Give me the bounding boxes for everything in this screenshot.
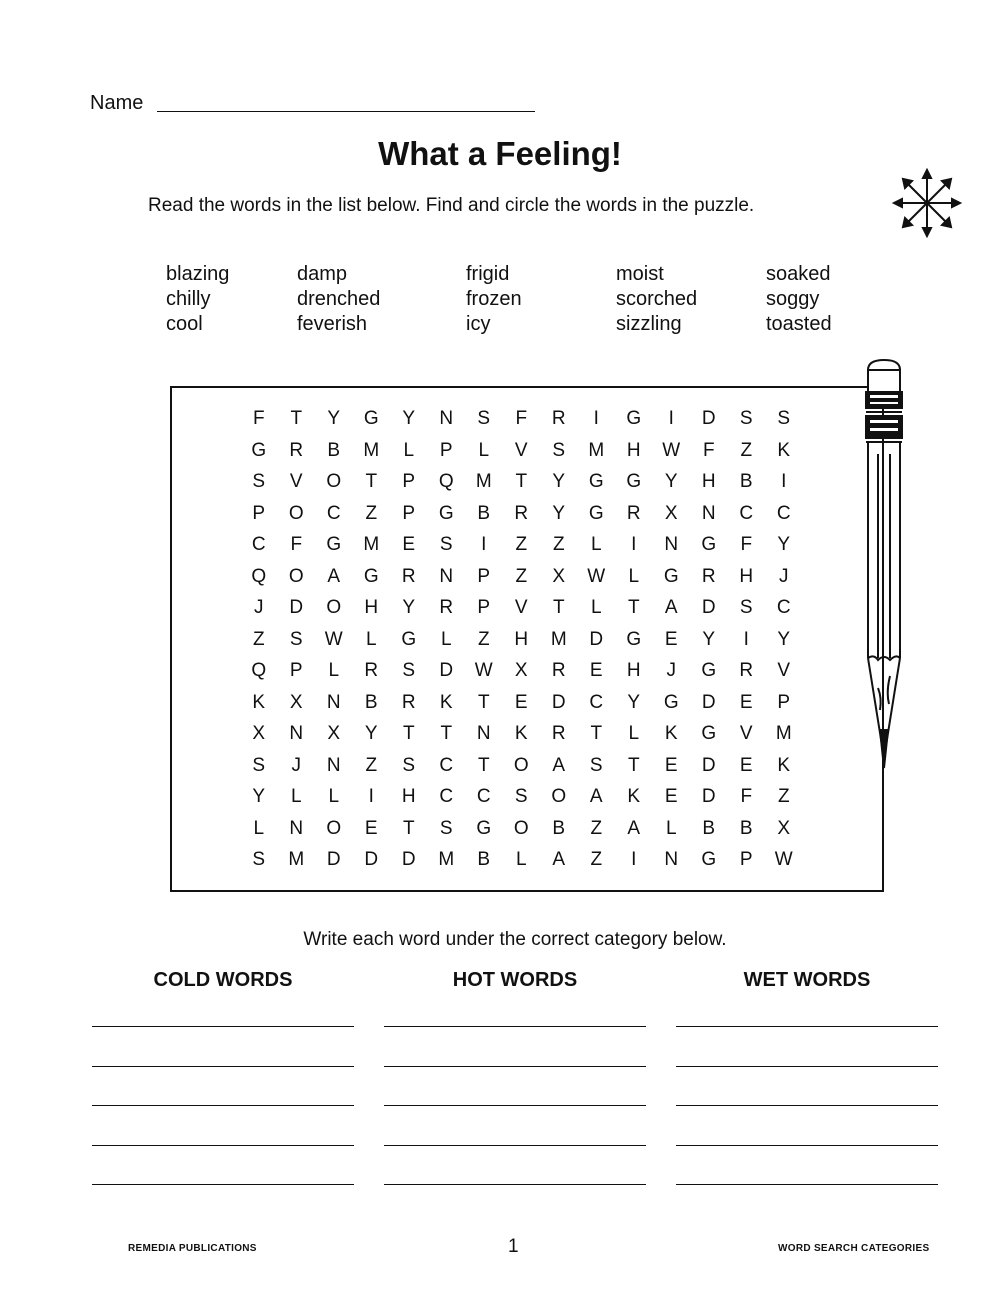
- puzzle-letter[interactable]: W: [474, 660, 493, 681]
- puzzle-row: [240, 435, 803, 467]
- puzzle-letter[interactable]: G: [588, 502, 604, 524]
- puzzle-row: [240, 781, 803, 813]
- puzzle-letter[interactable]: X: [252, 723, 266, 744]
- answer-line[interactable]: [384, 1026, 646, 1027]
- puzzle-letter[interactable]: E: [739, 691, 753, 713]
- puzzle-letter[interactable]: R: [551, 408, 566, 429]
- puzzle-letter[interactable]: O: [551, 786, 567, 807]
- puzzle-letter[interactable]: T: [290, 408, 303, 429]
- answer-line[interactable]: [92, 1184, 354, 1185]
- puzzle-letter[interactable]: G: [626, 471, 642, 492]
- puzzle-letter[interactable]: L: [590, 597, 602, 618]
- puzzle-letter[interactable]: R: [626, 502, 641, 524]
- puzzle-letter[interactable]: H: [626, 660, 641, 681]
- puzzle-letter[interactable]: Y: [402, 408, 416, 429]
- puzzle-letter[interactable]: B: [327, 439, 341, 461]
- puzzle-letter[interactable]: A: [589, 786, 603, 807]
- puzzle-letter[interactable]: K: [514, 723, 528, 744]
- puzzle-letter[interactable]: M: [363, 534, 380, 555]
- word-item: drenched: [297, 288, 381, 310]
- puzzle-letter[interactable]: S: [777, 408, 791, 429]
- puzzle-letter[interactable]: S: [552, 439, 566, 461]
- puzzle-letter[interactable]: S: [402, 754, 416, 776]
- puzzle-row: [240, 561, 803, 593]
- word-item: icy: [466, 313, 491, 335]
- puzzle-letter[interactable]: I: [631, 534, 637, 555]
- puzzle-grid: [240, 403, 803, 876]
- puzzle-letter[interactable]: J: [254, 597, 264, 618]
- puzzle-letter[interactable]: O: [513, 817, 529, 839]
- puzzle-letter[interactable]: G: [626, 628, 642, 650]
- word-list-column-1: [166, 262, 229, 337]
- puzzle-letter[interactable]: N: [439, 408, 454, 429]
- puzzle-letter[interactable]: N: [664, 849, 679, 870]
- puzzle-letter[interactable]: Y: [402, 597, 416, 618]
- puzzle-row: [240, 498, 803, 530]
- puzzle-letter[interactable]: L: [328, 786, 340, 807]
- puzzle-letter[interactable]: G: [251, 439, 267, 461]
- answer-line[interactable]: [92, 1105, 354, 1106]
- puzzle-letter[interactable]: T: [365, 471, 378, 492]
- puzzle-letter[interactable]: G: [663, 691, 679, 713]
- puzzle-letter[interactable]: N: [664, 534, 679, 555]
- puzzle-letter[interactable]: D: [589, 628, 604, 650]
- answer-line[interactable]: [676, 1105, 938, 1106]
- puzzle-row: [240, 624, 803, 656]
- puzzle-letter[interactable]: Z: [740, 439, 753, 461]
- puzzle-letter[interactable]: T: [440, 723, 453, 744]
- puzzle-letter[interactable]: W: [587, 565, 606, 587]
- puzzle-letter[interactable]: X: [289, 691, 303, 713]
- puzzle-letter[interactable]: R: [401, 691, 416, 713]
- puzzle-letter[interactable]: F: [702, 439, 715, 461]
- puzzle-letter[interactable]: O: [326, 817, 342, 839]
- puzzle-letter[interactable]: L: [478, 439, 490, 461]
- puzzle-letter[interactable]: S: [514, 786, 528, 807]
- puzzle-letter[interactable]: Z: [365, 502, 378, 524]
- puzzle-letter[interactable]: H: [514, 628, 529, 650]
- category-title: HOT WORDS: [452, 969, 578, 991]
- puzzle-letter[interactable]: Y: [702, 628, 716, 650]
- puzzle-letter[interactable]: Z: [590, 817, 603, 839]
- puzzle-letter[interactable]: I: [781, 471, 787, 492]
- puzzle-letter[interactable]: G: [626, 408, 642, 429]
- puzzle-letter[interactable]: H: [364, 597, 379, 618]
- puzzle-letter[interactable]: T: [515, 471, 528, 492]
- puzzle-letter[interactable]: R: [289, 439, 304, 461]
- answer-line[interactable]: [92, 1026, 354, 1027]
- puzzle-letter[interactable]: Z: [515, 565, 528, 587]
- puzzle-letter[interactable]: S: [252, 849, 266, 870]
- puzzle-letter[interactable]: E: [739, 754, 753, 776]
- puzzle-letter[interactable]: C: [476, 786, 491, 807]
- category-title: WET WORDS: [743, 969, 871, 991]
- puzzle-letter[interactable]: K: [777, 754, 791, 776]
- puzzle-letter[interactable]: Y: [552, 471, 566, 492]
- puzzle-letter[interactable]: W: [324, 628, 343, 650]
- puzzle-letter[interactable]: N: [289, 817, 304, 839]
- puzzle-letter[interactable]: C: [776, 502, 791, 524]
- category-wet: [676, 968, 938, 1224]
- category-cold: [92, 968, 354, 1224]
- puzzle-letter[interactable]: Y: [552, 502, 566, 524]
- word-list-column-3: [466, 262, 522, 337]
- puzzle-letter[interactable]: W: [662, 439, 681, 461]
- puzzle-letter[interactable]: C: [439, 786, 454, 807]
- puzzle-letter[interactable]: Y: [364, 723, 378, 744]
- puzzle-letter[interactable]: Y: [327, 408, 341, 429]
- puzzle-letter[interactable]: H: [701, 471, 716, 492]
- puzzle-letter[interactable]: M: [475, 471, 492, 492]
- puzzle-letter[interactable]: F: [515, 408, 528, 429]
- puzzle-letter[interactable]: L: [290, 786, 302, 807]
- puzzle-letter[interactable]: T: [627, 754, 640, 776]
- puzzle-row: [240, 750, 803, 782]
- word-item: damp: [297, 263, 348, 285]
- word-item: feverish: [297, 313, 368, 335]
- puzzle-letter[interactable]: F: [740, 534, 753, 555]
- puzzle-letter[interactable]: S: [477, 408, 491, 429]
- answer-line[interactable]: [384, 1145, 646, 1146]
- puzzle-letter[interactable]: Q: [438, 471, 454, 492]
- puzzle-letter[interactable]: J: [779, 565, 789, 587]
- puzzle-letter[interactable]: J: [666, 660, 676, 681]
- puzzle-letter[interactable]: N: [701, 502, 716, 524]
- word-item: toasted: [766, 313, 832, 335]
- puzzle-row: [240, 529, 803, 561]
- puzzle-letter[interactable]: P: [289, 660, 303, 681]
- puzzle-letter[interactable]: T: [477, 691, 490, 713]
- puzzle-letter[interactable]: R: [364, 660, 379, 681]
- puzzle-letter[interactable]: N: [476, 723, 491, 744]
- puzzle-letter[interactable]: P: [439, 439, 453, 461]
- puzzle-row: [240, 687, 803, 719]
- puzzle-letter[interactable]: L: [515, 849, 527, 870]
- puzzle-row: [240, 844, 803, 876]
- puzzle-letter[interactable]: D: [401, 849, 416, 870]
- puzzle-letter[interactable]: G: [476, 817, 492, 839]
- answer-line[interactable]: [676, 1184, 938, 1185]
- puzzle-letter[interactable]: C: [251, 534, 266, 555]
- puzzle-letter[interactable]: P: [402, 502, 416, 524]
- puzzle-letter[interactable]: I: [743, 628, 749, 650]
- puzzle-letter[interactable]: E: [664, 754, 678, 776]
- puzzle-letter[interactable]: S: [402, 660, 416, 681]
- puzzle-letter[interactable]: B: [739, 817, 753, 839]
- puzzle-letter[interactable]: Y: [252, 786, 266, 807]
- puzzle-letter[interactable]: L: [403, 439, 415, 461]
- puzzle-letter[interactable]: Z: [515, 534, 528, 555]
- publisher-footer: REMEDIA PUBLICATIONS: [128, 1243, 257, 1254]
- puzzle-letter[interactable]: T: [402, 723, 415, 744]
- puzzle-letter[interactable]: Z: [777, 786, 790, 807]
- compass-arrows-icon: [892, 168, 962, 238]
- word-item: frozen: [466, 288, 522, 310]
- puzzle-letter[interactable]: E: [664, 786, 678, 807]
- puzzle-letter[interactable]: T: [552, 597, 565, 618]
- puzzle-letter[interactable]: M: [775, 723, 792, 744]
- puzzle-letter[interactable]: T: [590, 723, 603, 744]
- puzzle-letter[interactable]: P: [252, 502, 266, 524]
- puzzle-letter[interactable]: O: [326, 597, 342, 618]
- puzzle-letter[interactable]: Q: [251, 565, 267, 587]
- puzzle-letter[interactable]: P: [477, 565, 491, 587]
- puzzle-letter[interactable]: L: [365, 628, 377, 650]
- puzzle-letter[interactable]: R: [701, 565, 716, 587]
- series-footer: WORD SEARCH CATEGORIES: [778, 1243, 930, 1254]
- puzzle-letter[interactable]: G: [701, 660, 717, 681]
- puzzle-letter[interactable]: L: [665, 817, 677, 839]
- puzzle-letter[interactable]: C: [439, 754, 454, 776]
- name-row: [90, 92, 535, 114]
- puzzle-letter[interactable]: P: [739, 849, 753, 870]
- puzzle-letter[interactable]: F: [740, 786, 753, 807]
- answer-line[interactable]: [92, 1066, 354, 1067]
- puzzle-letter[interactable]: G: [701, 849, 717, 870]
- puzzle-letter[interactable]: O: [513, 754, 529, 776]
- puzzle-letter[interactable]: P: [402, 471, 416, 492]
- puzzle-letter[interactable]: C: [589, 691, 604, 713]
- word-list-column-5: [766, 262, 832, 337]
- puzzle-letter[interactable]: A: [552, 849, 566, 870]
- puzzle-letter[interactable]: V: [739, 723, 753, 744]
- puzzle-letter[interactable]: K: [664, 723, 678, 744]
- puzzle-letter[interactable]: S: [739, 408, 753, 429]
- answer-line[interactable]: [676, 1066, 938, 1067]
- word-item: soggy: [766, 288, 820, 310]
- puzzle-letter[interactable]: L: [628, 723, 640, 744]
- puzzle-row: [240, 813, 803, 845]
- puzzle-letter[interactable]: M: [288, 849, 305, 870]
- puzzle-letter[interactable]: E: [514, 691, 528, 713]
- puzzle-letter[interactable]: X: [552, 565, 566, 587]
- puzzle-letter[interactable]: M: [588, 439, 605, 461]
- puzzle-letter[interactable]: O: [288, 565, 304, 587]
- category-title: COLD WORDS: [153, 969, 293, 991]
- puzzle-letter[interactable]: A: [327, 565, 341, 587]
- word-item: moist: [616, 263, 664, 285]
- puzzle-letter[interactable]: L: [328, 660, 340, 681]
- puzzle-letter[interactable]: R: [439, 597, 454, 618]
- puzzle-letter[interactable]: V: [514, 597, 528, 618]
- puzzle-letter[interactable]: G: [663, 565, 679, 587]
- puzzle-row: [240, 655, 803, 687]
- puzzle-letter[interactable]: Z: [477, 628, 490, 650]
- puzzle-letter[interactable]: G: [701, 534, 717, 555]
- answer-line[interactable]: [384, 1105, 646, 1106]
- puzzle-letter[interactable]: C: [739, 502, 754, 524]
- puzzle-letter[interactable]: I: [631, 849, 637, 870]
- answer-line[interactable]: [384, 1184, 646, 1185]
- puzzle-letter[interactable]: L: [590, 534, 602, 555]
- puzzle-letter[interactable]: L: [440, 628, 452, 650]
- pencil-illustration: [856, 358, 912, 778]
- puzzle-letter[interactable]: B: [477, 502, 491, 524]
- puzzle-letter[interactable]: H: [626, 439, 641, 461]
- answer-line[interactable]: [676, 1145, 938, 1146]
- puzzle-letter[interactable]: N: [326, 754, 341, 776]
- puzzle-letter[interactable]: R: [514, 502, 529, 524]
- word-item: frigid: [466, 263, 510, 285]
- category-hot: [384, 968, 646, 1224]
- write-instructions: Write each word under the correct category below.: [303, 929, 727, 950]
- puzzle-letter[interactable]: T: [477, 754, 490, 776]
- puzzle-row: [240, 466, 803, 498]
- puzzle-letter[interactable]: G: [363, 408, 379, 429]
- puzzle-letter[interactable]: R: [551, 660, 566, 681]
- puzzle-letter[interactable]: N: [289, 723, 304, 744]
- page-title: What a Feeling!: [378, 135, 622, 172]
- puzzle-letter[interactable]: G: [363, 565, 379, 587]
- puzzle-letter[interactable]: T: [627, 597, 640, 618]
- puzzle-letter[interactable]: P: [777, 691, 791, 713]
- word-item: chilly: [166, 288, 211, 310]
- puzzle-letter[interactable]: G: [701, 723, 717, 744]
- puzzle-letter[interactable]: B: [552, 817, 566, 839]
- word-item: scorched: [616, 288, 698, 310]
- puzzle-letter[interactable]: C: [776, 597, 791, 618]
- page-number: 1: [508, 1236, 519, 1257]
- word-list-column-2: [297, 262, 380, 337]
- puzzle-letter[interactable]: F: [252, 408, 265, 429]
- puzzle-letter[interactable]: A: [552, 754, 566, 776]
- puzzle-letter[interactable]: S: [739, 597, 753, 618]
- puzzle-letter[interactable]: D: [701, 408, 716, 429]
- puzzle-letter[interactable]: E: [589, 660, 603, 681]
- puzzle-letter[interactable]: V: [514, 439, 528, 461]
- puzzle-letter[interactable]: K: [627, 786, 641, 807]
- puzzle-letter[interactable]: G: [326, 534, 342, 555]
- word-item: soaked: [766, 263, 831, 285]
- word-item: blazing: [166, 263, 230, 285]
- puzzle-letter[interactable]: T: [402, 817, 415, 839]
- puzzle-letter[interactable]: A: [664, 597, 678, 618]
- puzzle-letter[interactable]: I: [668, 408, 674, 429]
- puzzle-letter[interactable]: X: [514, 660, 528, 681]
- puzzle-letter[interactable]: G: [588, 471, 604, 492]
- puzzle-letter[interactable]: O: [326, 471, 342, 492]
- puzzle-letter[interactable]: D: [551, 691, 566, 713]
- puzzle-letter[interactable]: Y: [664, 471, 678, 492]
- word-item: sizzling: [616, 313, 682, 335]
- puzzle-letter[interactable]: S: [252, 471, 266, 492]
- puzzle-letter[interactable]: D: [701, 754, 716, 776]
- puzzle-letter[interactable]: B: [477, 849, 491, 870]
- puzzle-row: [240, 403, 803, 435]
- puzzle-row: [240, 592, 803, 624]
- word-list-column-4: [616, 262, 697, 337]
- answer-line[interactable]: [384, 1066, 646, 1067]
- word-list: [0, 262, 1000, 342]
- puzzle-letter[interactable]: B: [739, 471, 753, 492]
- puzzle-letter[interactable]: S: [439, 534, 453, 555]
- puzzle-letter[interactable]: X: [777, 817, 791, 839]
- puzzle-letter[interactable]: E: [402, 534, 416, 555]
- puzzle-letter[interactable]: Y: [777, 534, 791, 555]
- puzzle-letter[interactable]: P: [477, 597, 491, 618]
- puzzle-letter[interactable]: I: [593, 408, 599, 429]
- puzzle-letter[interactable]: S: [289, 628, 303, 650]
- instructions-text: Read the words in the list below. Find and circle the words in the puzzle.: [148, 195, 755, 216]
- puzzle-letter[interactable]: Q: [251, 660, 267, 681]
- word-item: cool: [166, 313, 203, 335]
- puzzle-letter[interactable]: K: [439, 691, 453, 713]
- puzzle-letter[interactable]: S: [252, 754, 266, 776]
- puzzle-letter[interactable]: R: [401, 565, 416, 587]
- answer-line[interactable]: [676, 1026, 938, 1027]
- puzzle-letter[interactable]: I: [481, 534, 487, 555]
- puzzle-letter[interactable]: F: [290, 534, 303, 555]
- puzzle-letter[interactable]: N: [326, 691, 341, 713]
- answer-line[interactable]: [92, 1145, 354, 1146]
- puzzle-letter[interactable]: D: [701, 597, 716, 618]
- puzzle-letter[interactable]: R: [551, 723, 566, 744]
- puzzle-letter[interactable]: H: [739, 565, 754, 587]
- puzzle-letter[interactable]: G: [438, 502, 454, 524]
- puzzle-letter[interactable]: Z: [365, 754, 378, 776]
- puzzle-letter[interactable]: N: [439, 565, 454, 587]
- puzzle-letter[interactable]: Z: [590, 849, 603, 870]
- puzzle-letter[interactable]: M: [438, 849, 455, 870]
- puzzle-letter[interactable]: M: [550, 628, 567, 650]
- puzzle-row: [240, 718, 803, 750]
- puzzle-letter[interactable]: S: [589, 754, 603, 776]
- puzzle-letter[interactable]: D: [439, 660, 454, 681]
- puzzle-letter[interactable]: Y: [627, 691, 641, 713]
- puzzle-letter[interactable]: B: [364, 691, 378, 713]
- puzzle-letter[interactable]: X: [327, 723, 341, 744]
- puzzle-letter[interactable]: R: [739, 660, 754, 681]
- name-write-line[interactable]: [157, 111, 535, 112]
- puzzle-letter[interactable]: B: [702, 817, 716, 839]
- puzzle-letter[interactable]: E: [664, 628, 678, 650]
- puzzle-letter[interactable]: D: [364, 849, 379, 870]
- name-label: Name: [90, 92, 144, 114]
- puzzle-letter[interactable]: I: [368, 786, 374, 807]
- puzzle-letter[interactable]: J: [291, 754, 301, 776]
- puzzle-letter[interactable]: D: [289, 597, 304, 618]
- puzzle-letter[interactable]: L: [628, 565, 640, 587]
- puzzle-letter[interactable]: V: [289, 471, 303, 492]
- puzzle-letter[interactable]: D: [701, 786, 716, 807]
- puzzle-letter[interactable]: E: [364, 817, 378, 839]
- puzzle-letter[interactable]: X: [664, 502, 678, 524]
- puzzle-letter[interactable]: L: [253, 817, 265, 839]
- puzzle-letter[interactable]: O: [288, 502, 304, 524]
- puzzle-letter[interactable]: K: [777, 439, 791, 461]
- puzzle-letter[interactable]: Z: [252, 628, 265, 650]
- puzzle-letter[interactable]: H: [401, 786, 416, 807]
- puzzle-letter[interactable]: Z: [552, 534, 565, 555]
- puzzle-letter[interactable]: W: [774, 849, 793, 870]
- puzzle-letter[interactable]: Y: [777, 628, 791, 650]
- puzzle-letter[interactable]: V: [777, 660, 791, 681]
- puzzle-letter[interactable]: D: [326, 849, 341, 870]
- puzzle-letter[interactable]: S: [439, 817, 453, 839]
- puzzle-letter[interactable]: M: [363, 439, 380, 461]
- puzzle-letter[interactable]: D: [701, 691, 716, 713]
- puzzle-letter[interactable]: A: [627, 817, 641, 839]
- puzzle-letter[interactable]: K: [252, 691, 266, 713]
- puzzle-letter[interactable]: C: [326, 502, 341, 524]
- puzzle-letter[interactable]: G: [401, 628, 417, 650]
